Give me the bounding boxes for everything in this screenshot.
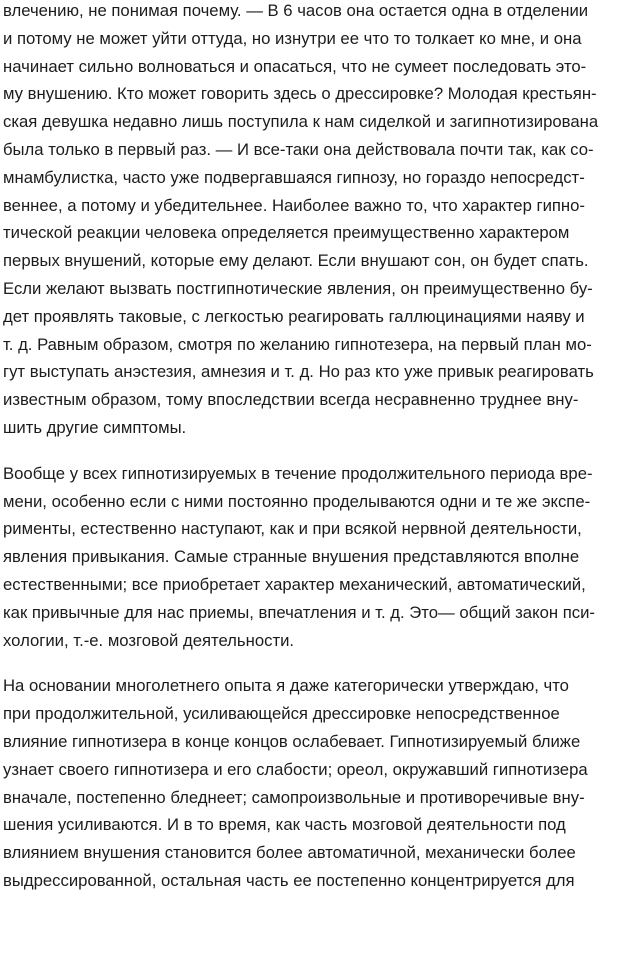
text-line: известным образом, тому впоследствии всегда несравненно труднее вну- xyxy=(3,390,579,410)
text-line: узнает своего гипнотизера и его слабости; ореол, окружавший гипнотизера xyxy=(3,759,588,779)
text-line: первых внушений, которые ему делают. Если внушают сон, он будет спать. xyxy=(3,251,589,271)
paragraph-gap xyxy=(3,654,612,672)
text-line: Если желают вызвать постгипнотические явления, он преимущественно бу- xyxy=(3,278,593,298)
paragraph-gap xyxy=(3,442,612,460)
text-line: явления привыкания. Самые странные внушения представляются вполне xyxy=(3,547,580,567)
text-line: гут выступать анэстезия, амнезия и т. д. Но раз кто уже привык реагировать xyxy=(3,362,594,382)
text-line: шения усиливаются. И в то время, как часть мозговой деятельности под xyxy=(3,815,566,835)
text-line: Вообще у всех гипнотизируемых в течение продолжительного периода вре- xyxy=(3,463,593,483)
text-line: му внушению. Кто может говорить здесь о дрессировке? Молодая крестьян- xyxy=(3,84,597,104)
text-line: влечению, не понимая почему. — В 6 часов она остается одна в отделении xyxy=(3,1,589,20)
text-line: На основании многолетнего опыта я даже категорически утверждаю, что xyxy=(3,676,569,696)
paragraph-2 xyxy=(3,460,612,655)
text-line: начинает сильно волноваться и опасаться, что не сумеет последовать это- xyxy=(3,56,587,76)
text-line: шить другие симптомы. xyxy=(3,417,187,437)
text-line: была только в первый раз. — И все-таки она действовала почти так, как со- xyxy=(3,139,594,159)
text-line: выдрессированной, остальная часть ее постепенно концентрируется для xyxy=(3,870,575,890)
text-line: мени, особенно если с ними постоянно проделываются одни и те же экспе- xyxy=(3,491,591,511)
text-line: рименты, естественно наступают, как и при всякой нервной деятельности, xyxy=(3,519,582,539)
text-line: естественными; все приобретает характер механический, автоматический, xyxy=(3,574,586,594)
text-line: влиянием внушения становится более автоматичной, механически более xyxy=(3,843,576,863)
text-line: тической реакции человека определяется преимущественно характером xyxy=(3,223,570,243)
text-line: мнамбулистка, часто уже подвергавшаяся гипнозу, но гораздо непосредст- xyxy=(3,167,585,187)
text-line: влияние гипнотизера в конце концов ослабевает. Гипнотизируемый ближе xyxy=(3,731,581,751)
text-line: вначале, постепенно бледнеет; самопроизвольные и противоречивые вну- xyxy=(3,787,585,807)
text-line: при продолжительной, усиливающейся дрессировке непосредственное xyxy=(3,704,560,724)
text-line: веннее, а потому и убедительнее. Наиболее важно то, что характер гипно- xyxy=(3,195,585,215)
paragraph-1 xyxy=(3,0,612,442)
text-line: и потому не может уйти оттуда, но изнутри ее что то толкает ко мне, и она xyxy=(3,28,582,48)
text-line: т. д. Равным образом, смотря по желанию гипнотезера, на первый план мо- xyxy=(3,334,592,354)
text-line: хологии, т.-е. мозговой деятельности. xyxy=(3,630,295,650)
text-line: дет проявлять таковые, с легкостью реагировать галлюцинациями наяву и xyxy=(3,306,585,326)
paragraph-3 xyxy=(3,672,612,894)
text-line: ская девушка недавно лишь поступила к нам сиделкой и загипнотизирована xyxy=(3,112,599,132)
text-line: как привычные для нас приемы, впечатления и т. д. Это— общий закон пси- xyxy=(3,602,595,622)
